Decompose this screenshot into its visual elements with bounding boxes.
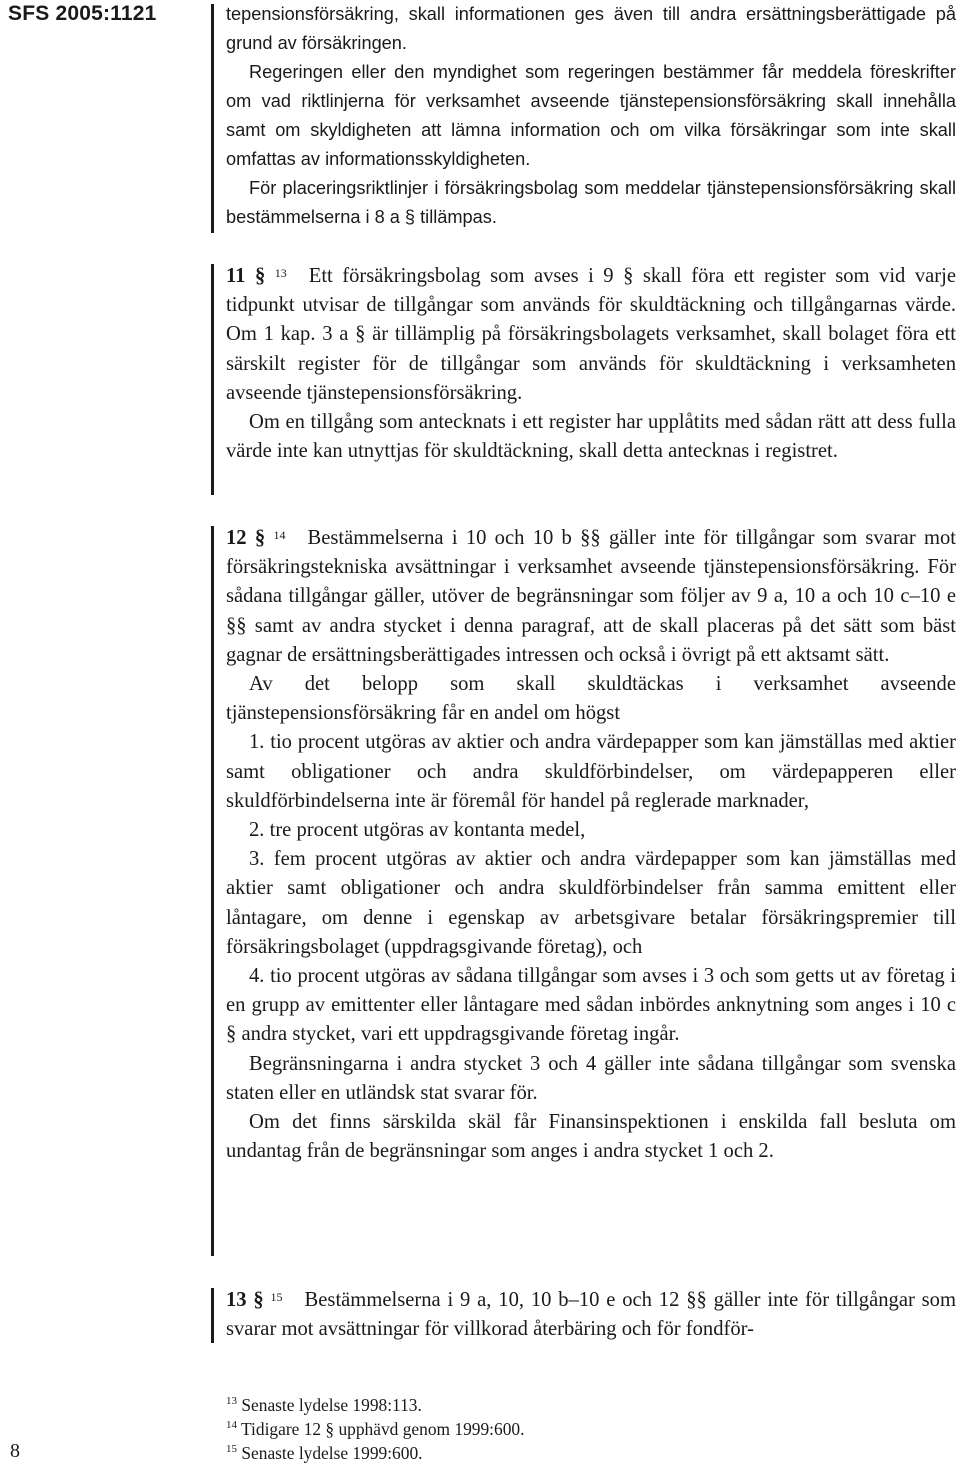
change-bar-1 xyxy=(211,4,214,233)
footnote xyxy=(226,1417,826,1441)
footnotes xyxy=(226,1393,826,1465)
change-bar-2 xyxy=(211,264,214,495)
footnote-ref: 15 xyxy=(270,1290,283,1304)
section-number: 11 § xyxy=(226,265,266,287)
paragraph: För placeringsriktlinjer i försäkringsbolag som meddelar tjänstepensionsförsäkring skall bestämmelserna i 8 a § tillämpas. xyxy=(226,178,956,227)
section-number: 13 § xyxy=(226,1289,264,1311)
change-bar-3 xyxy=(211,526,214,1256)
list-item: 2. tre procent utgöras av kontanta medel, xyxy=(249,819,586,842)
paragraph: Regeringen eller den myndighet som regeringen bestämmer får meddela föreskrifter om vad riktlinjerna för verksamhet avseende tjänstepensionsförsäkring skall innehålla samt om skyldigheten att lämna information och om vilka försäkringar som inte skall omfattas av informationsskyldigheten. xyxy=(226,62,956,169)
footnote-text: Senaste lydelse 1998:113. xyxy=(241,1395,422,1415)
section-first-paragraph xyxy=(226,524,956,670)
change-bar-4 xyxy=(211,1288,214,1343)
section-first-paragraph xyxy=(226,1286,956,1344)
footnote-text: Tidigare 12 § upphävd genom 1999:600. xyxy=(241,1419,525,1439)
footnote xyxy=(226,1441,826,1465)
list-item: 1. tio procent utgöras av aktier och andra värdepapper som kan jämställas med aktier samt obligationer och andra skuldförbindelser, om värdepapperen eller skuldförbindelserna inte är föremål för handel på reglerade marknader, xyxy=(226,731,956,812)
footnote-number: 14 xyxy=(226,1419,237,1431)
paragraph: Om det finns särskilda skäl får Finansinspektionen i enskilda fall besluta om undantag från de begränsningar som anges i andra stycket 1 och 2. xyxy=(226,1111,956,1163)
footnote-ref: 14 xyxy=(273,528,286,542)
footnote-number: 15 xyxy=(226,1443,237,1455)
paragraph-text: Bestämmelserna i 10 och 10 b §§ gäller inte för tillgångar som svarar mot försäkringstekniska avsättningar i verksamhet avseende tjänstepensionsförsäkring. För sådana tillgångar gäller, utöver de begränsningar som följer av 9 a, 10 a och 10 c–10 e §§ samt av andra stycket i denna paragraf, att de skall placeras på det sätt som bäst gagnar de ersättningsberättigades intressen och också i övrigt på ett aktsamt sätt. xyxy=(226,527,956,666)
footnote-text: Senaste lydelse 1999:600. xyxy=(241,1443,423,1463)
paragraph-text: Bestämmelserna i 9 a, 10, 10 b–10 e och 12 §§ gäller inte för tillgångar som svarar mot avsättningar för villkorad återbäring och för fondför- xyxy=(226,1289,956,1341)
section-13 xyxy=(226,1286,956,1344)
sans-text-block xyxy=(226,0,956,232)
page-number: 8 xyxy=(10,1440,20,1462)
footnote xyxy=(226,1393,826,1417)
section-11 xyxy=(226,262,956,466)
paragraph: Om en tillgång som antecknats i ett register har upplåtits med sådan rätt att dess fulla värde inte kan utnyttjas för skuldtäckning, skall detta antecknas i registret. xyxy=(226,411,956,463)
list-item: 3. fem procent utgöras av aktier och andra värdepapper som kan jämställas med aktier samt obligationer och andra skuldförbindelser från samma emittent eller låntagare, om denne i egenskap av arbetsgivare betalar försäkringspremier till försäkringsbolaget (uppdragsgivande företag), och xyxy=(226,848,956,958)
sfs-header: SFS 2005:1121 xyxy=(8,2,157,25)
paragraph: Begränsningarna i andra stycket 3 och 4 gäller inte sådana tillgångar som svenska staten eller en utländsk stat svarar för. xyxy=(226,1052,956,1104)
list-item: 4. tio procent utgöras av sådana tillgångar som avses i 3 och som getts ut av företag i en grupp av emittenter eller låntagare med sådan inbördes anknytning som anges i 10 c § andra stycket, vari ett uppdragsgivande företag ingår. xyxy=(226,965,956,1046)
paragraph-text: Ett försäkringsbolag som avses i 9 § skall föra ett register som vid varje tidpunkt utvisar de tillgångar som används för skuldtäckning och tillgångarnas värde. Om 1 kap. 3 a § är tillämplig på försäkringsbolagets verksamhet, skall bolaget föra ett särskilt register för de tillgångar som används för skuldtäckning i verksamheten avseende tjänstepensionsförsäkring. xyxy=(226,265,956,404)
section-12 xyxy=(226,524,956,1166)
paragraph: tepensionsförsäkring, skall informationen ges även till andra ersättningsberättigade på grund av försäkringen. xyxy=(226,4,956,53)
section-first-paragraph xyxy=(226,262,956,408)
section-number: 12 § xyxy=(226,527,266,549)
footnote-number: 13 xyxy=(226,1395,237,1407)
paragraph: Av det belopp som skall skuldtäckas i verksamhet avseende tjänstepensionsförsäkring får en andel om högst xyxy=(226,673,956,725)
footnote-ref: 13 xyxy=(274,266,287,280)
